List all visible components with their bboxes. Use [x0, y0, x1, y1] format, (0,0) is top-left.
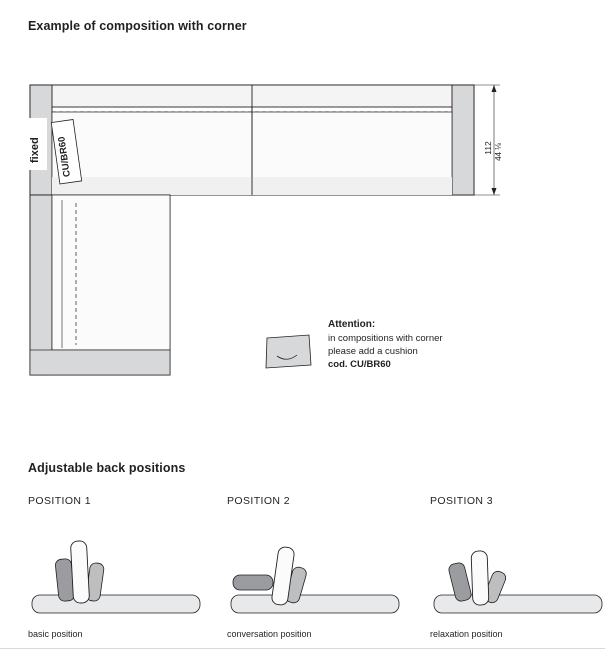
- position-2-figure: [227, 523, 407, 623]
- position-3-caption: relaxation position: [430, 629, 503, 639]
- dimension-height-in: 44 ⅛: [494, 143, 503, 161]
- armrest-right: [452, 85, 474, 195]
- position-1-figure: [28, 523, 208, 623]
- seat-base: [231, 595, 399, 613]
- position-block-3: [430, 495, 605, 645]
- position-3-figure: [430, 523, 605, 623]
- page-title-adjustable: Adjustable back positions: [28, 461, 186, 475]
- label-fixed: [29, 118, 47, 170]
- attention-heading: Attention:: [328, 319, 376, 330]
- seat-base: [32, 595, 200, 613]
- dimension-height-cm: 112: [483, 141, 493, 155]
- position-block-2: [227, 495, 412, 645]
- position-block-1: [28, 495, 213, 645]
- corner-seat: [52, 195, 170, 350]
- page-title-composition: Example of composition with corner: [28, 19, 247, 33]
- attention-line-2: please add a cushion: [328, 346, 418, 357]
- seat-front-shade-right: [252, 177, 452, 195]
- dimension-height: [474, 85, 503, 195]
- corner-module-front-band: [30, 350, 170, 375]
- backrest-panel: [70, 541, 89, 604]
- position-2-caption: conversation position: [227, 629, 312, 639]
- attention-code: cod. CU/BR60: [328, 359, 391, 370]
- attention-note: [328, 318, 488, 371]
- position-1-label: POSITION 1: [28, 495, 91, 507]
- seat-front-shade-left: [52, 177, 252, 195]
- position-1-caption: basic position: [28, 629, 83, 639]
- backrest-panel: [471, 551, 489, 606]
- position-2-label: POSITION 2: [227, 495, 290, 507]
- attention-line-1: in compositions with corner: [328, 333, 443, 344]
- bottom-divider: [0, 648, 605, 649]
- corner-module-side-band: [30, 195, 52, 375]
- label-fixed-text: fixed: [29, 137, 41, 163]
- position-3-label: POSITION 3: [430, 495, 493, 507]
- cushion-icon: [262, 332, 314, 372]
- callout-cushion-code-text: CU/BR60: [56, 135, 73, 178]
- back-cushion-dark-flat: [233, 575, 273, 590]
